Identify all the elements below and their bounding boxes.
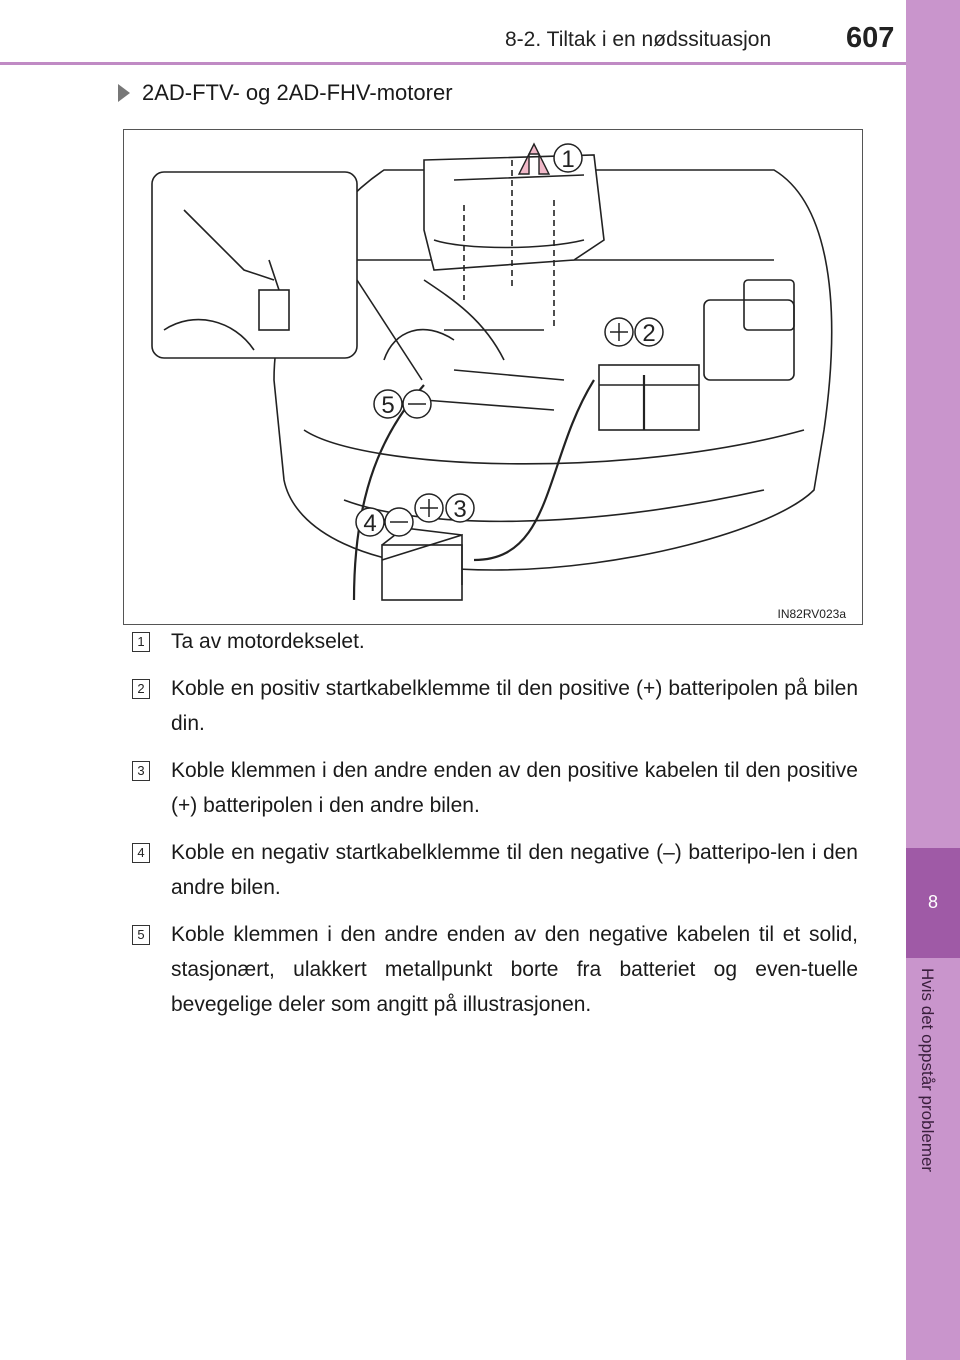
callout-4: 4 — [363, 510, 377, 537]
triangle-bullet-icon — [118, 84, 130, 102]
step-number: 5 — [132, 925, 150, 945]
figure-code: IN82RV023a — [777, 607, 846, 621]
jump-start-diagram — [124, 130, 862, 624]
step-number: 3 — [132, 761, 150, 781]
engine-illustration — [123, 129, 863, 625]
step-item — [132, 624, 858, 659]
chapter-title: Hvis det oppstår problemer — [918, 968, 937, 1173]
callout-2: 2 — [642, 320, 656, 347]
step-number: 1 — [132, 632, 150, 652]
instruction-steps — [132, 624, 858, 1034]
step-item — [132, 753, 858, 823]
step-text: Koble en negativ startkabelklemme til den negative (–) batteripo-len i den andre bilen. — [171, 841, 858, 899]
step-text: Ta av motordekselet. — [171, 630, 365, 653]
step-item — [132, 835, 858, 905]
callout-3: 3 — [453, 496, 467, 523]
subheading: 2AD-FTV- og 2AD-FHV-motorer — [142, 80, 453, 105]
callout-5: 5 — [381, 392, 395, 419]
step-text: Koble klemmen i den andre enden av den negative kabelen til et solid, stasjonært, ulakkert metallpunkt borte fra batteriet og even-tuelle bevegelige deler som angitt på illustrasjonen. — [171, 923, 858, 1016]
step-item — [132, 671, 858, 741]
step-item — [132, 917, 858, 1022]
step-text: Koble klemmen i den andre enden av den positive kabelen til den positive (+) batteripolen i den andre bilen. — [171, 759, 858, 817]
chapter-number: 8 — [927, 892, 938, 912]
section-title: 8-2. Tiltak i en nødssituasjon — [505, 28, 772, 51]
step-number: 2 — [132, 679, 150, 699]
header-divider — [0, 62, 906, 65]
step-text: Koble en positiv startkabelklemme til den positive (+) batteripolen på bilen din. — [171, 677, 858, 735]
page-number: 607 — [846, 22, 895, 54]
step-number: 4 — [132, 843, 150, 863]
callout-1: 1 — [561, 146, 575, 173]
